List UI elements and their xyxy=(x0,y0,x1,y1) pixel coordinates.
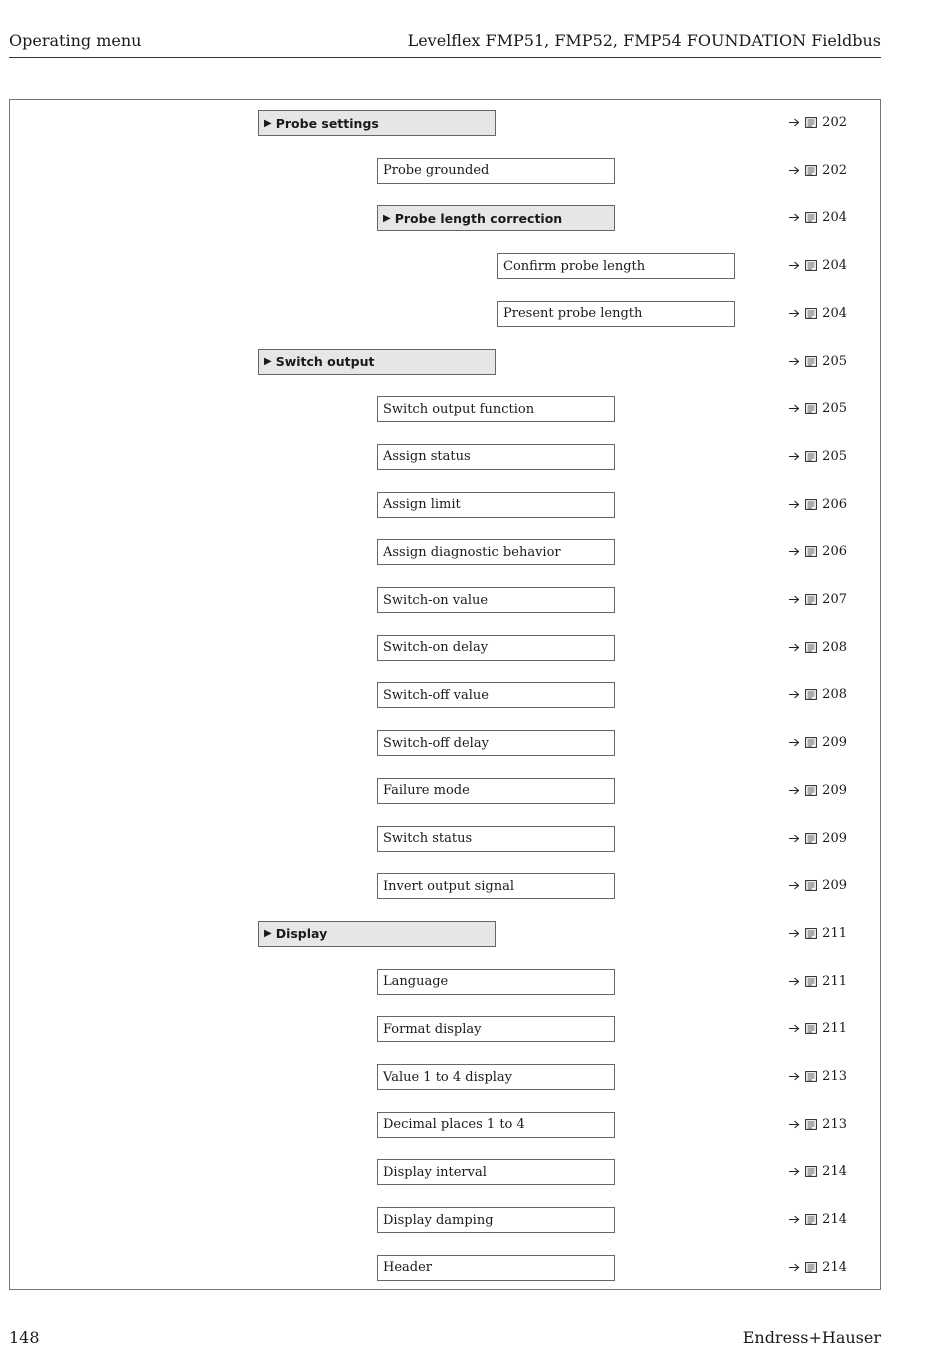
parameter-box xyxy=(377,635,615,661)
document-page-icon xyxy=(805,594,817,605)
page-reference xyxy=(789,210,847,225)
menu-item-label: Switch-off value xyxy=(383,687,489,703)
right-arrow-icon xyxy=(789,500,800,509)
page-reference-number: 208 xyxy=(822,639,847,655)
menu-item-label: Switch-off delay xyxy=(383,735,489,751)
right-arrow-icon xyxy=(789,643,800,652)
right-arrow-icon xyxy=(789,1167,800,1176)
page-reference xyxy=(789,1069,847,1084)
parameter-box xyxy=(497,253,735,279)
right-arrow-icon xyxy=(789,404,800,413)
page-reference xyxy=(789,163,847,178)
right-arrow-icon xyxy=(789,595,800,604)
right-arrow-icon xyxy=(789,738,800,747)
right-arrow-icon xyxy=(789,309,800,318)
page-reference xyxy=(789,401,847,416)
page-reference-number: 207 xyxy=(822,592,847,607)
document-page-icon xyxy=(805,1166,817,1177)
page-reference xyxy=(789,687,847,702)
submenu-box xyxy=(258,110,496,136)
page-reference-number: 214 xyxy=(822,1212,847,1228)
parameter-box xyxy=(377,1016,615,1042)
menu-parameter-row xyxy=(10,444,880,472)
menu-item-label: Display interval xyxy=(383,1164,487,1180)
parameter-box xyxy=(377,969,615,995)
page-reference-number: 213 xyxy=(822,1069,847,1084)
page-reference-number: 205 xyxy=(822,353,847,369)
menu-item-label: Confirm probe length xyxy=(503,258,646,274)
right-arrow-icon xyxy=(789,547,800,556)
page-reference-number: 214 xyxy=(822,1259,847,1275)
page-reference-number: 211 xyxy=(822,925,847,941)
document-page-icon xyxy=(805,833,817,844)
right-arrow-icon xyxy=(789,929,800,938)
right-arrow-icon xyxy=(789,690,800,699)
menu-item-label: Invert output signal xyxy=(383,878,515,894)
triangle-right-icon: ▶ xyxy=(383,212,391,224)
submenu-box xyxy=(377,205,615,231)
menu-parameter-row xyxy=(10,873,880,901)
header-section-title: Operating menu xyxy=(9,31,142,50)
parameter-box xyxy=(377,1064,615,1090)
menu-parameter-row xyxy=(10,730,880,758)
document-page-icon xyxy=(805,1071,817,1082)
menu-item-label: Switch-on delay xyxy=(383,640,489,656)
menu-item-label: Probe settings xyxy=(275,115,379,131)
menu-item-label: Format display xyxy=(383,1021,482,1037)
parameter-box xyxy=(377,1112,615,1138)
right-arrow-icon xyxy=(789,1263,800,1272)
page-reference xyxy=(789,592,847,607)
document-page-icon xyxy=(805,1214,817,1225)
document-page-icon xyxy=(805,880,817,891)
menu-parameter-row xyxy=(10,492,880,520)
right-arrow-icon xyxy=(789,977,800,986)
parameter-box xyxy=(377,396,615,422)
right-arrow-icon xyxy=(789,881,800,890)
footer-brand: Endress+Hauser xyxy=(742,1328,881,1347)
right-arrow-icon xyxy=(789,834,800,843)
document-page-icon xyxy=(805,689,817,700)
parameter-box xyxy=(377,444,615,470)
menu-item-label: Assign diagnostic behavior xyxy=(383,544,561,560)
menu-group-row xyxy=(10,349,880,377)
menu-item-label: Assign limit xyxy=(383,497,461,513)
menu-item-label: Present probe length xyxy=(503,306,643,322)
page-reference-number: 211 xyxy=(822,1021,847,1037)
document-page-icon xyxy=(805,546,817,557)
page-reference-number: 209 xyxy=(822,830,847,846)
right-arrow-icon xyxy=(789,1215,800,1224)
page-reference-number: 209 xyxy=(822,878,847,894)
page-reference-number: 202 xyxy=(822,162,847,178)
menu-parameter-row xyxy=(10,1064,880,1092)
menu-item-label: Header xyxy=(383,1260,433,1276)
menu-item-label: Switch status xyxy=(383,831,473,846)
menu-parameter-row xyxy=(10,1112,880,1140)
menu-parameter-row xyxy=(10,396,880,424)
page-reference-number: 213 xyxy=(822,1116,847,1132)
page-number: 148 xyxy=(9,1328,40,1347)
parameter-box xyxy=(377,682,615,708)
page-reference xyxy=(789,1260,847,1275)
triangle-right-icon: ▶ xyxy=(264,117,272,129)
menu-parameter-row xyxy=(10,253,880,281)
page-reference xyxy=(789,449,847,464)
page-reference xyxy=(789,783,847,798)
menu-parameter-row xyxy=(10,1207,880,1235)
menu-parameter-row xyxy=(10,1255,880,1283)
menu-item-label: Language xyxy=(383,974,449,990)
page-reference xyxy=(789,926,847,941)
header-divider xyxy=(9,57,881,58)
parameter-box xyxy=(377,778,615,804)
document-page-icon xyxy=(805,1119,817,1130)
page-reference-number: 206 xyxy=(822,544,847,560)
header-product-title: Levelflex FMP51, FMP52, FMP54 FOUNDATION Fieldbus xyxy=(407,31,881,50)
menu-parameter-row xyxy=(10,1159,880,1187)
right-arrow-icon xyxy=(789,1072,800,1081)
right-arrow-icon xyxy=(789,786,800,795)
right-arrow-icon xyxy=(789,166,800,175)
parameter-box xyxy=(497,301,735,327)
menu-parameter-row xyxy=(10,539,880,567)
parameter-box xyxy=(377,539,615,565)
menu-parameter-row xyxy=(10,969,880,997)
document-page-icon xyxy=(805,117,817,128)
document-page-icon xyxy=(805,403,817,414)
parameter-box xyxy=(377,1255,615,1281)
right-arrow-icon xyxy=(789,1120,800,1129)
right-arrow-icon xyxy=(789,1024,800,1033)
parameter-box xyxy=(377,158,615,184)
page-reference xyxy=(789,974,847,989)
right-arrow-icon xyxy=(789,452,800,461)
menu-parameter-row xyxy=(10,301,880,329)
document-page-icon xyxy=(805,976,817,987)
page-reference-number: 204 xyxy=(822,210,847,226)
page-reference xyxy=(789,1021,847,1036)
document-page-icon xyxy=(805,356,817,367)
page-reference xyxy=(789,258,847,273)
document-page-icon xyxy=(805,737,817,748)
page-reference xyxy=(789,115,847,130)
parameter-box xyxy=(377,1159,615,1185)
right-arrow-icon xyxy=(789,261,800,270)
menu-item-label: Switch-on value xyxy=(383,592,489,608)
menu-parameter-row xyxy=(10,635,880,663)
menu-parameter-row xyxy=(10,158,880,186)
document-page-icon xyxy=(805,165,817,176)
submenu-box xyxy=(258,921,496,947)
menu-item-label: Probe grounded xyxy=(383,163,490,179)
triangle-right-icon: ▶ xyxy=(264,928,272,940)
page-reference xyxy=(789,306,847,321)
parameter-box xyxy=(377,1207,615,1233)
parameter-box xyxy=(377,587,615,613)
page-reference xyxy=(789,1164,847,1179)
menu-item-label: Switch output xyxy=(275,354,375,369)
menu-parameter-row xyxy=(10,826,880,854)
menu-parameter-row xyxy=(10,1016,880,1044)
page-reference xyxy=(789,1117,847,1132)
menu-item-label: Switch output function xyxy=(383,401,535,417)
page-reference xyxy=(789,640,847,655)
parameter-box xyxy=(377,730,615,756)
page-reference xyxy=(789,497,847,512)
menu-parameter-row xyxy=(10,778,880,806)
menu-item-label: Assign status xyxy=(383,449,471,465)
right-arrow-icon xyxy=(789,118,800,127)
page-reference-number: 205 xyxy=(822,448,847,464)
page-reference xyxy=(789,831,847,846)
menu-group-row xyxy=(10,205,880,233)
page-reference-number: 204 xyxy=(822,258,847,274)
document-page-icon xyxy=(805,499,817,510)
page-reference-number: 209 xyxy=(822,735,847,751)
triangle-right-icon: ▶ xyxy=(264,356,272,367)
document-page-icon xyxy=(805,260,817,271)
menu-group-row xyxy=(10,921,880,949)
page-reference-number: 211 xyxy=(822,973,847,989)
menu-item-label: Probe length correction xyxy=(394,210,563,226)
menu-item-label: Decimal places 1 to 4 xyxy=(383,1117,525,1133)
menu-parameter-row xyxy=(10,587,880,615)
parameter-box xyxy=(377,873,615,899)
page-reference xyxy=(789,735,847,750)
document-page-icon xyxy=(805,928,817,939)
page-reference-number: 214 xyxy=(822,1164,847,1180)
page-reference xyxy=(789,1212,847,1227)
document-page-icon xyxy=(805,642,817,653)
right-arrow-icon xyxy=(789,357,800,366)
page-reference xyxy=(789,354,847,369)
page-reference-number: 202 xyxy=(822,115,847,130)
document-page-icon xyxy=(805,785,817,796)
page-reference xyxy=(789,544,847,559)
menu-group-row xyxy=(10,110,880,138)
page-reference-number: 206 xyxy=(822,496,847,512)
menu-item-label: Failure mode xyxy=(383,783,470,799)
menu-parameter-row xyxy=(10,682,880,710)
parameter-box xyxy=(377,492,615,518)
document-page-icon xyxy=(805,1023,817,1034)
page-reference-number: 205 xyxy=(822,401,847,417)
document-page-icon xyxy=(805,212,817,223)
page-reference-number: 204 xyxy=(822,305,847,321)
menu-item-label: Display damping xyxy=(383,1212,494,1228)
menu-item-label: Display xyxy=(275,926,328,942)
page-reference-number: 209 xyxy=(822,782,847,798)
document-page-icon xyxy=(805,1262,817,1273)
right-arrow-icon xyxy=(789,213,800,222)
parameter-box xyxy=(377,826,615,852)
page-reference-number: 208 xyxy=(822,687,847,703)
menu-tree-frame xyxy=(9,99,881,1290)
document-page-icon xyxy=(805,308,817,319)
submenu-box xyxy=(258,349,496,375)
menu-item-label: Value 1 to 4 display xyxy=(383,1069,513,1085)
document-page-icon xyxy=(805,451,817,462)
page-reference xyxy=(789,878,847,893)
